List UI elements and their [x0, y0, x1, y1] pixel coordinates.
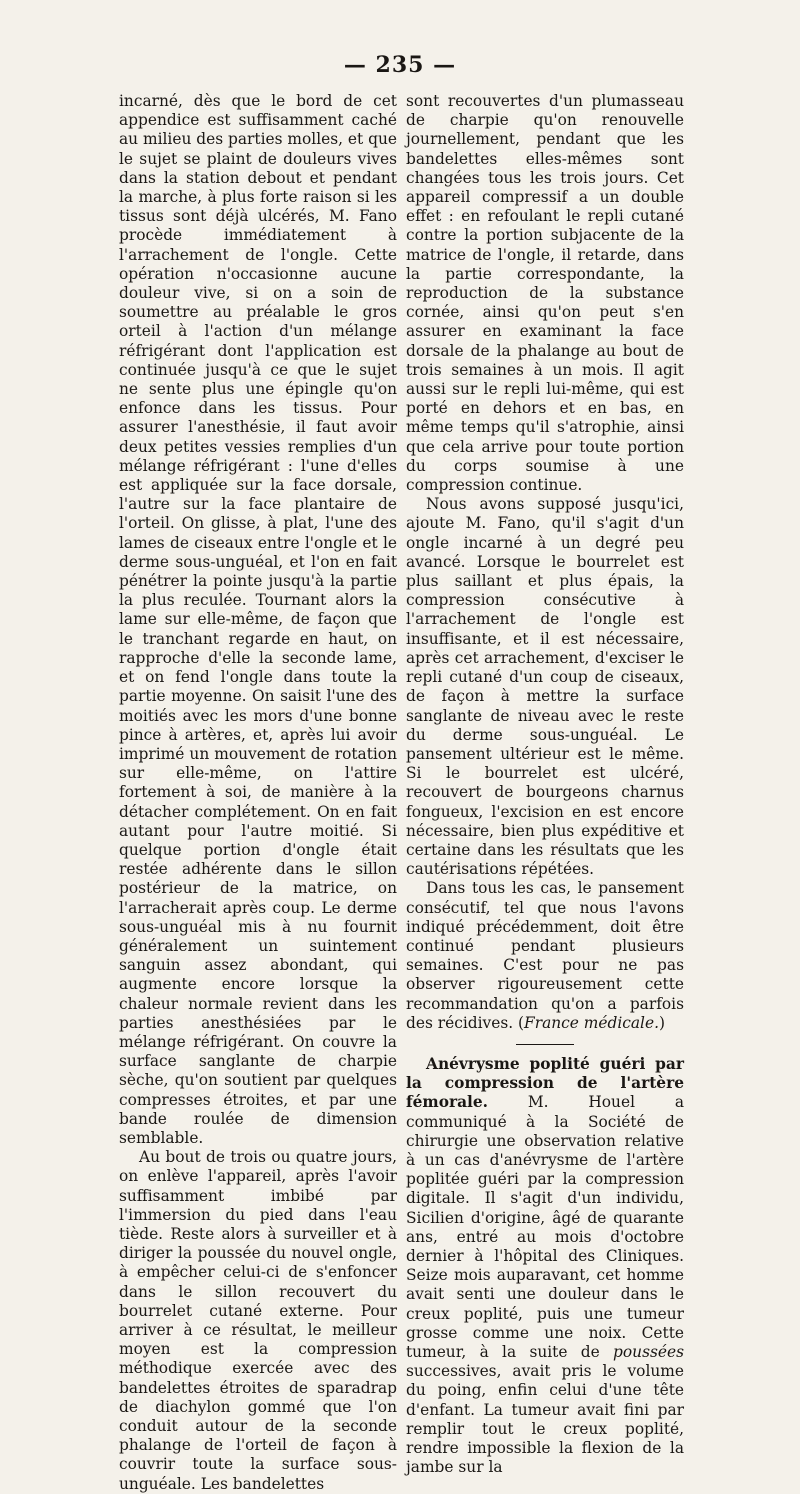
paragraph: incarné, dès que le bord de cet appendice est suffisamment caché au milieu des parties molles, et que le sujet se plaint de douleurs vives dans la station debout et pendant la marche, à plus forte raison si les tissus sont déjà ulcérés, M. Fano procède immédiatement à l'arrachement de l'ongle. Cette opération n'occasionne aucune douleur vive, si on a soin de soumettre au préalable le gros orteil à l'action d'un mélange réfrigérant dont l'application est continuée jusqu'à ce que le sujet ne sente plus une épingle qu'on enfonce dans les tissus. Pour assurer l'anesthésie, il faut avoir deux petites vessies remplies d'un mélange réfrigérant : l'une d'elles est appliquée sur la face dorsale, l'autre sur la face plantaire de l'orteil. On glisse, à plat, l'une des lames de ciseaux entre l'ongle et le derme sous-unguéal, et l'on en fait pénétrer la pointe jusqu'à la partie la plus reculée. Tournant alors la lame sur elle-même, de façon que le tranchant regarde en haut, on rapproche d'elle la seconde lame, et on fend l'ongle dans toute la partie moyenne. On saisit l'une des moitiés avec les mors d'une bonne pince à artères, et, après lui avoir imprimé un mouvement de rotation sur elle-même, on l'attire fortement à soi, de manière à la détacher complétement. On en fait autant pour l'autre moitié. Si quelque portion d'ongle était restée adhérente dans le sillon postérieur de la matrice, on l'arracherait après coup. Le derme sous-unguéal mis à nu fournit généralement un suintement sanguin assez abondant, qui augmente encore lorsque la chaleur normale revient dans les parties anesthésiées par le mélange réfrigérant. On couvre la surface sanglante de charpie sèche, qu'on soutient par quelques compresses étroites, et par une bande roulée de dimension semblable.: [119, 92, 397, 1147]
source-citation: France médicale.: [524, 1013, 659, 1032]
article-paragraph: [406, 1055, 684, 1477]
article-text: M. Houel a communiqué à la Société de chirurgie une observation relative à un cas d'anévrysme de l'artère poplitée guéri par la compression digitale. Il s'agit d'un individu, Sicilien d'origine, âgé de quarante ans, entré au mois d'octobre dernier à l'hôpital des Cliniques. Seize mois auparavant, cet homme avait senti une douleur dans le creux poplité, puis une tumeur grosse comme une noix. Cette tumeur, à la suite de: [406, 1093, 684, 1361]
paragraph-text: Dans tous les cas, le pansement consécutif, tel que nous l'avons indiqué précédemment, doit être continué pendant plusieurs semaines. C'est pour ne pas observer rigoureusement cette recommandation qu'on a parfois des récidives. (: [406, 879, 684, 1032]
paragraph: Au bout de trois ou quatre jours, on enlève l'appareil, après l'avoir suffisamment imbibé par l'immersion du pied dans l'eau tiède. Reste alors à surveiller et à diriger la poussée du nouvel ongle, à empêcher celui-ci de s'enfoncer dans le sillon recouvert du bourrelet cutané externe. Pour arriver à ce résultat, le meilleur moyen est la compression méthodique exercée avec des bandelettes étroites de sparadrap de diachylon gommé que l'on conduit autour de la seconde phalange de l'orteil de façon à couvrir toute la surface sous-unguéale. Les bandelettes: [119, 1148, 397, 1493]
article-text-continued: successives, avait pris le volume du poing, enfin celui d'une tête d'enfant. La tumeur avait fini par remplir tout le creux poplité, rendre impossible la flexion de la jambe sur la: [406, 1362, 684, 1477]
paragraph: [406, 879, 684, 1033]
section-divider: [516, 1044, 574, 1045]
emphasis-text: poussées: [613, 1343, 684, 1361]
article-headline: Anévrysme poplité guéri par la compression de l'artère fémorale.: [406, 1054, 684, 1112]
left-column: [119, 92, 397, 1494]
right-column: [406, 92, 684, 1477]
page-number: — 235 —: [343, 52, 457, 78]
paragraph: sont recouvertes d'un plumasseau de charpie qu'on renouvelle journellement, pendant que les bandelettes elles-mêmes sont changées tous les trois jours. Cet appareil compressif a un double effet : en refoulant le repli cutané contre la portion subjacente de la matrice de l'ongle, il retarde, dans la partie correspondante, la reproduction de la substance cornée, ainsi qu'on peut s'en assurer en examinant la face dorsale de la phalange au bout de trois semaines à un mois. Il agit aussi sur le repli lui-même, qui est porté en dehors et en bas, en même temps qu'il s'atrophie, ainsi que cela arrive pour toute portion du corps soumise à une compression continue.: [406, 92, 684, 495]
paragraph: Nous avons supposé jusqu'ici, ajoute M. Fano, qu'il s'agit d'un ongle incarné à un degré peu avancé. Lorsque le bourrelet est plus saillant et plus épais, la compression consécutive à l'arrachement de l'ongle est insuffisante, et il est nécessaire, après cet arrachement, d'exciser le repli cutané d'un coup de ciseaux, de façon à mettre la surface sanglante de niveau avec le reste du derme sous-unguéal. Le pansement ultérieur est le même. Si le bourrelet est ulcéré, recouvert de bourgeons charnus fongueux, l'excision en est encore nécessaire, bien plus expéditive et certaine dans les résultats que les cautérisations répétées.: [406, 495, 684, 879]
closing-paren: ): [658, 1013, 665, 1032]
